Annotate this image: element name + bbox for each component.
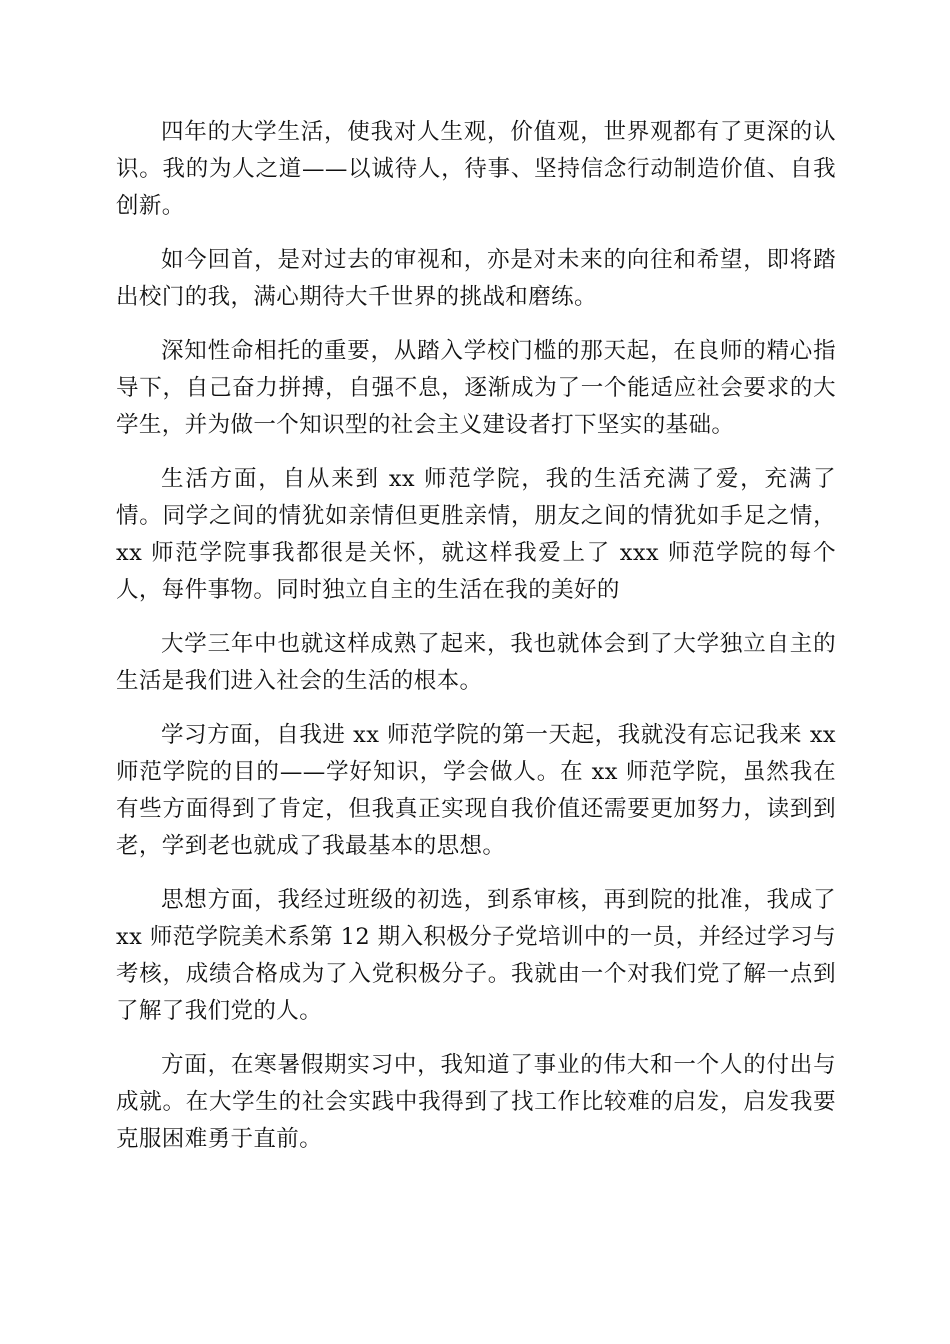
paragraph-8: 方面，在寒暑假期实习中，我知道了事业的伟大和一个人的付出与成就。在大学生的社会实践中我得到了找工作比较难的启发，启发我要克服困难勇于直前。: [116, 1052, 836, 1152]
paragraph-5: 大学三年中也就这样成熟了起来，我也就体会到了大学独立自主的生活是我们进入社会的生活的根本。: [116, 631, 836, 694]
paragraph-2: 如今回首，是对过去的审视和，亦是对未来的向往和希望，即将踏出校门的我，满心期待大千世界的挑战和磨练。: [116, 247, 836, 310]
paragraph-4: 生活方面，自从来到 xx 师范学院，我的生活充满了爱，充满了情。同学之间的情犹如亲情但更胜亲情，朋友之间的情犹如手足之情，xx 师范学院事我都很是关怀，就这样我爱上了 xxx 师范学院的每个人，每件事物。同时独立自主的生活在我的美好的: [116, 466, 836, 603]
document-page: [116, 114, 836, 1175]
paragraph-3: 深知性命相托的重要，从踏入学校门槛的那天起，在良师的精心指导下，自己奋力拼搏，自强不息，逐渐成为了一个能适应社会要求的大学生，并为做一个知识型的社会主义建设者打下坚实的基础。: [116, 338, 836, 438]
paragraph-7: 思想方面，我经过班级的初选，到系审核，再到院的批准，我成了 xx 师范学院美术系第 12 期入积极分子党培训中的一员，并经过学习与考核，成绩合格成为了入党积极分子。我就由一个对我们党了解一点到了解了我们党的人。: [116, 887, 836, 1024]
paragraph-1: 四年的大学生活，使我对人生观，价值观，世界观都有了更深的认识。我的为人之道——以诚待人，待事、坚持信念行动制造价值、自我创新。: [116, 119, 836, 219]
paragraph-6: 学习方面，自我进 xx 师范学院的第一天起，我就没有忘记我来 xx 师范学院的目的——学好知识，学会做人。在 xx 师范学院，虽然我在有些方面得到了肯定，但我真正实现自我价值还需要更加努力，读到到老，学到老也就成了我最基本的思想。: [116, 722, 836, 859]
